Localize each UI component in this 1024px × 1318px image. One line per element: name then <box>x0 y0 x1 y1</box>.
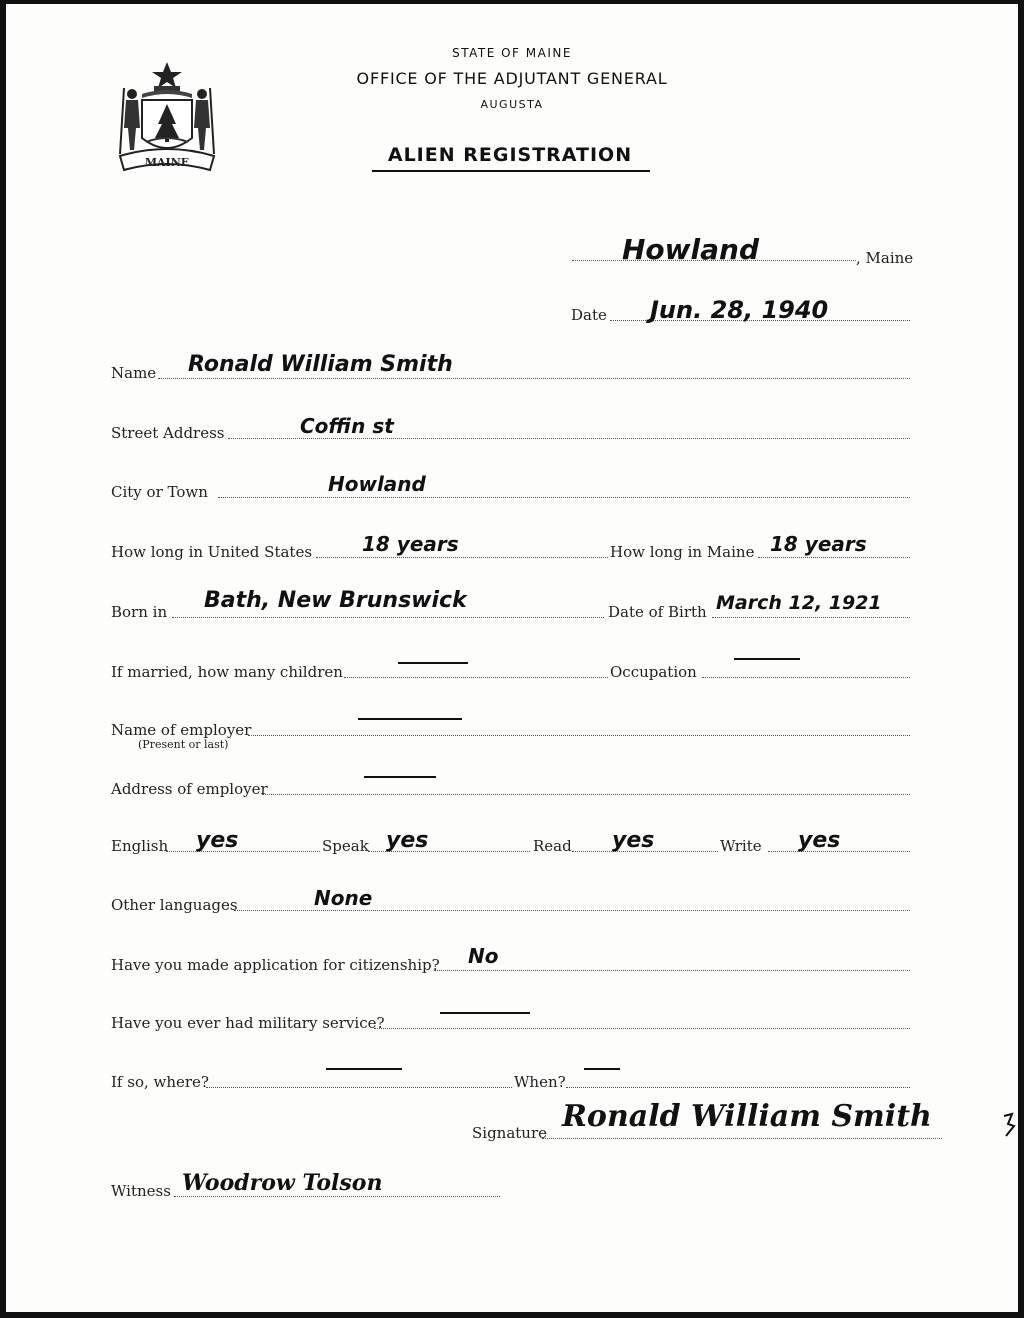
occupation-line <box>702 677 910 678</box>
citizenship-line <box>434 970 910 971</box>
children-dash <box>398 662 468 664</box>
employer-address-label: Address of employer <box>111 780 268 798</box>
street-label: Street Address <box>111 424 225 442</box>
form-title: ALIEN REGISTRATION <box>387 144 633 166</box>
other-languages-line <box>234 910 910 911</box>
read-label: Read <box>533 837 572 855</box>
name-value: Ronald William Smith <box>188 352 453 377</box>
date-value: Jun. 28, 1940 <box>650 296 829 324</box>
employer-label: Name of employer <box>111 721 252 739</box>
employer-address-line <box>262 794 910 795</box>
born-line <box>172 617 604 618</box>
where-line <box>206 1087 512 1088</box>
born-value: Bath, New Brunswick <box>204 588 467 613</box>
city-line <box>218 497 910 498</box>
signature-value: Ronald William Smith <box>562 1099 932 1134</box>
occupation-label: Occupation <box>610 663 697 681</box>
other-languages-value: None <box>314 886 373 910</box>
when-line <box>566 1087 910 1088</box>
seal-banner: MAINE <box>144 156 190 169</box>
write-label: Write <box>720 837 762 855</box>
us-duration-line <box>316 557 608 558</box>
english-line <box>166 851 320 852</box>
witness-line <box>174 1196 500 1197</box>
born-label: Born in <box>111 603 168 621</box>
margin-mark-icon <box>1002 1112 1016 1138</box>
city-label: City or Town <box>111 483 208 501</box>
where-label: If so, where? <box>111 1073 209 1091</box>
maine-duration-line <box>758 557 910 558</box>
speak-value: yes <box>386 828 429 853</box>
header-city: AUGUSTA <box>480 98 544 111</box>
witness-label: Witness <box>111 1182 171 1200</box>
employer-line <box>248 735 910 736</box>
maine-duration-label: How long in Maine <box>610 543 755 561</box>
signature-line <box>542 1138 942 1139</box>
children-label: If married, how many children <box>111 663 343 681</box>
when-dash <box>584 1068 620 1070</box>
header-state: STATE OF MAINE <box>452 46 572 60</box>
military-line <box>374 1028 910 1029</box>
city-value: Howland <box>328 472 426 496</box>
dob-value: March 12, 1921 <box>716 592 882 614</box>
military-label: Have you ever had military service? <box>111 1014 385 1032</box>
english-value: yes <box>196 828 239 853</box>
witness-value: Woodrow Tolson <box>182 1170 383 1196</box>
date-label: Date <box>571 306 607 324</box>
children-line <box>344 677 608 678</box>
occupation-dash <box>734 658 800 660</box>
name-line <box>158 378 910 379</box>
street-line <box>228 438 910 439</box>
employer-dash <box>358 718 462 720</box>
place-value: Howland <box>622 233 760 266</box>
dob-line <box>712 617 910 618</box>
dob-label: Date of Birth <box>608 603 707 621</box>
header-office: OFFICE OF THE ADJUTANT GENERAL <box>356 69 668 88</box>
title-underline <box>372 170 650 172</box>
us-duration-label: How long in United States <box>111 543 313 561</box>
street-value: Coffin st <box>300 414 394 438</box>
signature-label: Signature <box>472 1124 548 1142</box>
employer-sublabel: (Present or last) <box>138 738 229 751</box>
scan-border-right <box>1018 0 1024 1318</box>
where-dash <box>326 1068 402 1070</box>
military-dash <box>440 1012 530 1014</box>
citizenship-value: No <box>468 944 499 968</box>
employer-address-dash <box>364 776 436 778</box>
us-duration-value: 18 years <box>362 532 459 556</box>
speak-label: Speak <box>322 837 369 855</box>
citizenship-label: Have you made application for citizenship? <box>111 956 440 974</box>
name-label: Name <box>111 364 157 382</box>
scan-border-bottom <box>0 1312 1024 1318</box>
maine-duration-value: 18 years <box>770 532 867 556</box>
read-value: yes <box>612 828 655 853</box>
place-suffix: , Maine <box>856 249 914 267</box>
when-label: When? <box>514 1073 566 1091</box>
english-label: English <box>111 837 169 855</box>
write-value: yes <box>798 828 841 853</box>
other-languages-label: Other languages <box>111 896 238 914</box>
